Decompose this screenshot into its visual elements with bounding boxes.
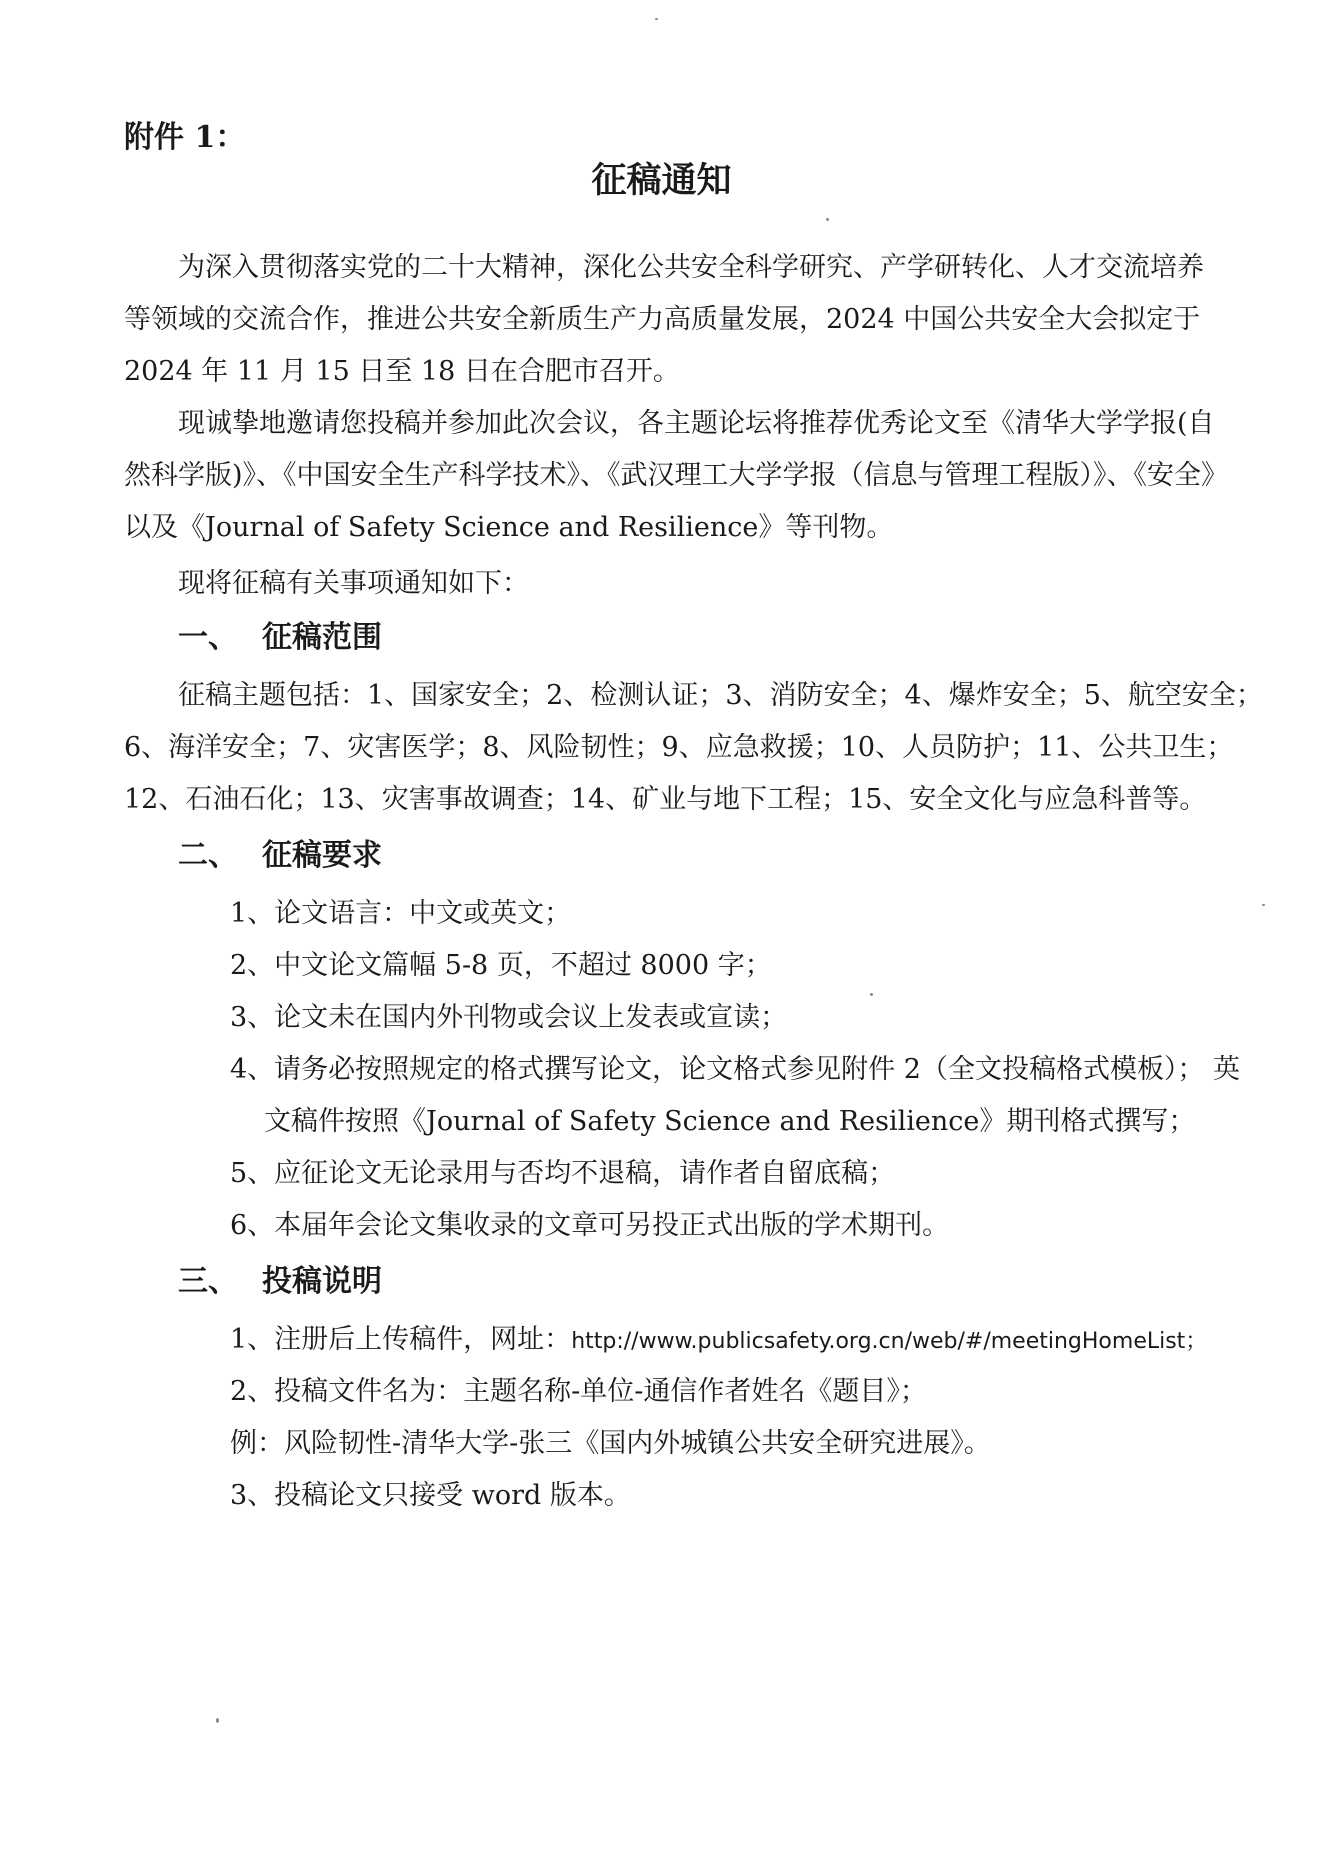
section3-title: 投稿说明 — [262, 1264, 382, 1299]
intro-p1-line-2: 等领域的交流合作，推进公共安全新质生产力高质量发展，2024 中国公共安全大会拟定于 — [124, 304, 1201, 335]
page-title: 征稿通知 — [591, 160, 732, 201]
section3-example: 例：风险韧性-清华大学-张三《国内外城镇公共安全研究进展》。 — [230, 1428, 991, 1459]
scan-speck — [655, 18, 658, 20]
section2-title: 征稿要求 — [262, 838, 382, 873]
section1-heading — [178, 620, 382, 656]
section2-item-6: 6、本届年会论文集收录的文章可另投正式出版的学术期刊。 — [230, 1210, 950, 1241]
intro-p2-line-1: 现诚挚地邀请您投稿并参加此次会议，各主题论坛将推荐优秀论文至《清华大学学报(自 — [178, 408, 1215, 439]
scan-speck — [1262, 904, 1265, 906]
scan-speck — [870, 993, 873, 996]
section1-line-1: 征稿主题包括：1、国家安全；2、检测认证；3、消防安全；4、爆炸安全；5、航空安全； — [178, 680, 1263, 711]
section2-heading — [178, 838, 382, 874]
section2-item-5: 5、应征论文无论录用与否均不退稿，请作者自留底稿； — [230, 1158, 896, 1189]
section3-number: 三、 — [178, 1264, 238, 1299]
attachment-label: 附件 1： — [124, 120, 246, 155]
section1-line-2: 6、海洋安全；7、灾害医学；8、风险韧性；9、应急救援；10、人员防护；11、公共卫生； — [124, 732, 1234, 763]
section3-item-1-label: 1、注册后上传稿件，网址： — [230, 1324, 572, 1355]
scan-speck — [216, 1718, 219, 1723]
section3-item-3: 3、投稿论文只接受 word 版本。 — [230, 1480, 631, 1511]
intro-p1-line-3: 2024 年 11 月 15 日至 18 日在合肥市召开。 — [124, 356, 680, 387]
intro-p1-line-1: 为深入贯彻落实党的二十大精神，深化公共安全科学研究、产学研转化、人才交流培养 — [178, 252, 1204, 283]
intro-p3: 现将征稿有关事项通知如下： — [178, 568, 529, 599]
scan-speck — [826, 218, 829, 221]
intro-p2-line-3: 以及《Journal of Safety Science and Resilience》等刊物。 — [124, 512, 894, 543]
section2-item-4: 4、请务必按照规定的格式撰写论文，论文格式参见附件 2（全文投稿格式模板）； 英 — [230, 1054, 1241, 1085]
section2-item-1: 1、论文语言：中文或英文； — [230, 898, 572, 929]
section1-line-3: 12、石油石化；13、灾害事故调查；14、矿业与地下工程；15、安全文化与应急科普等。 — [124, 784, 1207, 815]
section2-item-4-cont: 文稿件按照《Journal of Safety Science and Resilience》期刊格式撰写； — [264, 1106, 1196, 1137]
section3-heading — [178, 1264, 382, 1300]
submission-url: http://www.publicsafety.org.cn/web/#/meetingHomeList； — [571, 1329, 1208, 1354]
section2-item-2: 2、中文论文篇幅 5-8 页，不超过 8000 字； — [230, 950, 772, 981]
section1-number: 一、 — [178, 620, 238, 655]
section2-number: 二、 — [178, 838, 238, 873]
intro-p2-line-2: 然科学版)》、《中国安全生产科学技术》、《武汉理工大学学报（信息与管理工程版）》、《安全》 — [124, 460, 1229, 491]
section3-item-1 — [230, 1322, 1207, 1360]
section1-title: 征稿范围 — [262, 620, 382, 655]
section3-item-2: 2、投稿文件名为：主题名称-单位-通信作者姓名《题目》； — [230, 1376, 927, 1407]
section2-item-3: 3、论文未在国内外刊物或会议上发表或宣读； — [230, 1002, 788, 1033]
